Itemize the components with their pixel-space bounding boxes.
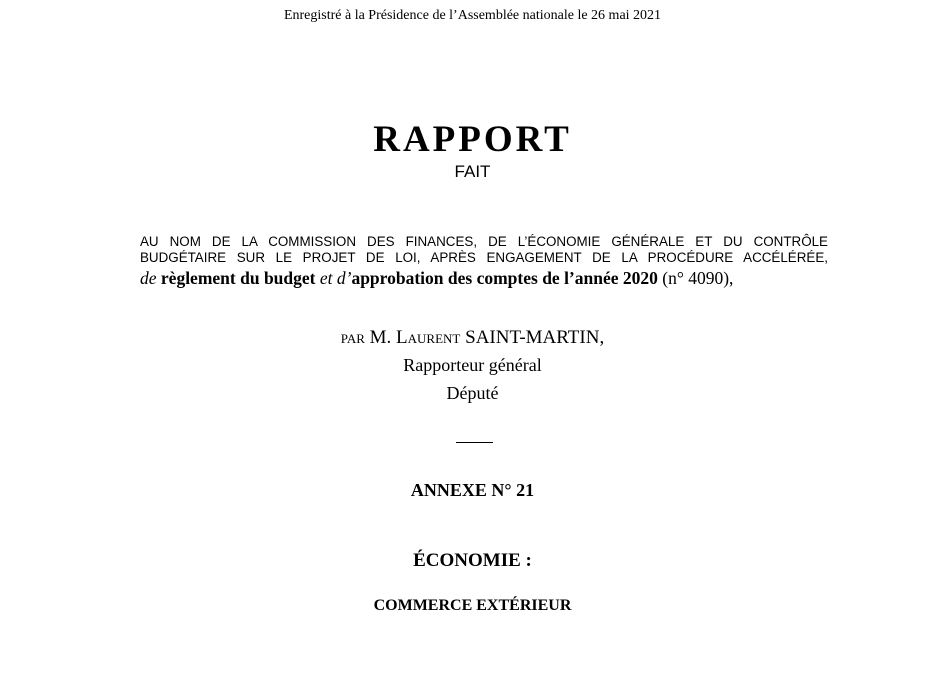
document-title: RAPPORT [373, 119, 572, 160]
author-initial: M. L [364, 327, 408, 348]
subject-bill-number: (n° 4090), [657, 268, 734, 288]
annexe-number: ANNEXE N° 21 [410, 480, 535, 500]
programme-title: COMMERCE EXTÉRIEUR [373, 597, 572, 614]
author-title: Député [446, 383, 499, 403]
subject-approbation: approbation des comptes de l’année 2020 [351, 268, 658, 288]
document-subtitle: FAIT [454, 162, 491, 181]
commission-statement [140, 234, 828, 266]
author-line [0, 327, 945, 349]
registration-notice: Enregistré à la Présidence de l’Assemblée nationale le 26 mai 2021 [283, 8, 662, 23]
commission-line-1: AU NOM DE LA COMMISSION DES FINANCES, DE L’ÉCONOMIE GÉNÉRALE ET DU CONTRÔLE [140, 234, 828, 249]
subject-et: et d’ [315, 268, 352, 288]
author-surname: SAINT-MARTIN, [460, 327, 605, 348]
subject-de: de [140, 268, 161, 288]
subject-reglement: règlement du budget [160, 268, 316, 288]
mission-title: ÉCONOMIE : [413, 550, 532, 571]
commission-line-2: BUDGÉTAIRE SUR LE PROJET DE LOI, APRÈS ENGAGEMENT DE LA PROCÉDURE ACCÉLÉRÉE, [140, 250, 828, 265]
bill-subject [140, 268, 733, 289]
author-par: PAR [340, 331, 365, 346]
author-firstname-rest: AURENT [407, 331, 461, 346]
separator-rule [456, 442, 493, 443]
author-role: Rapporteur général [403, 355, 542, 375]
